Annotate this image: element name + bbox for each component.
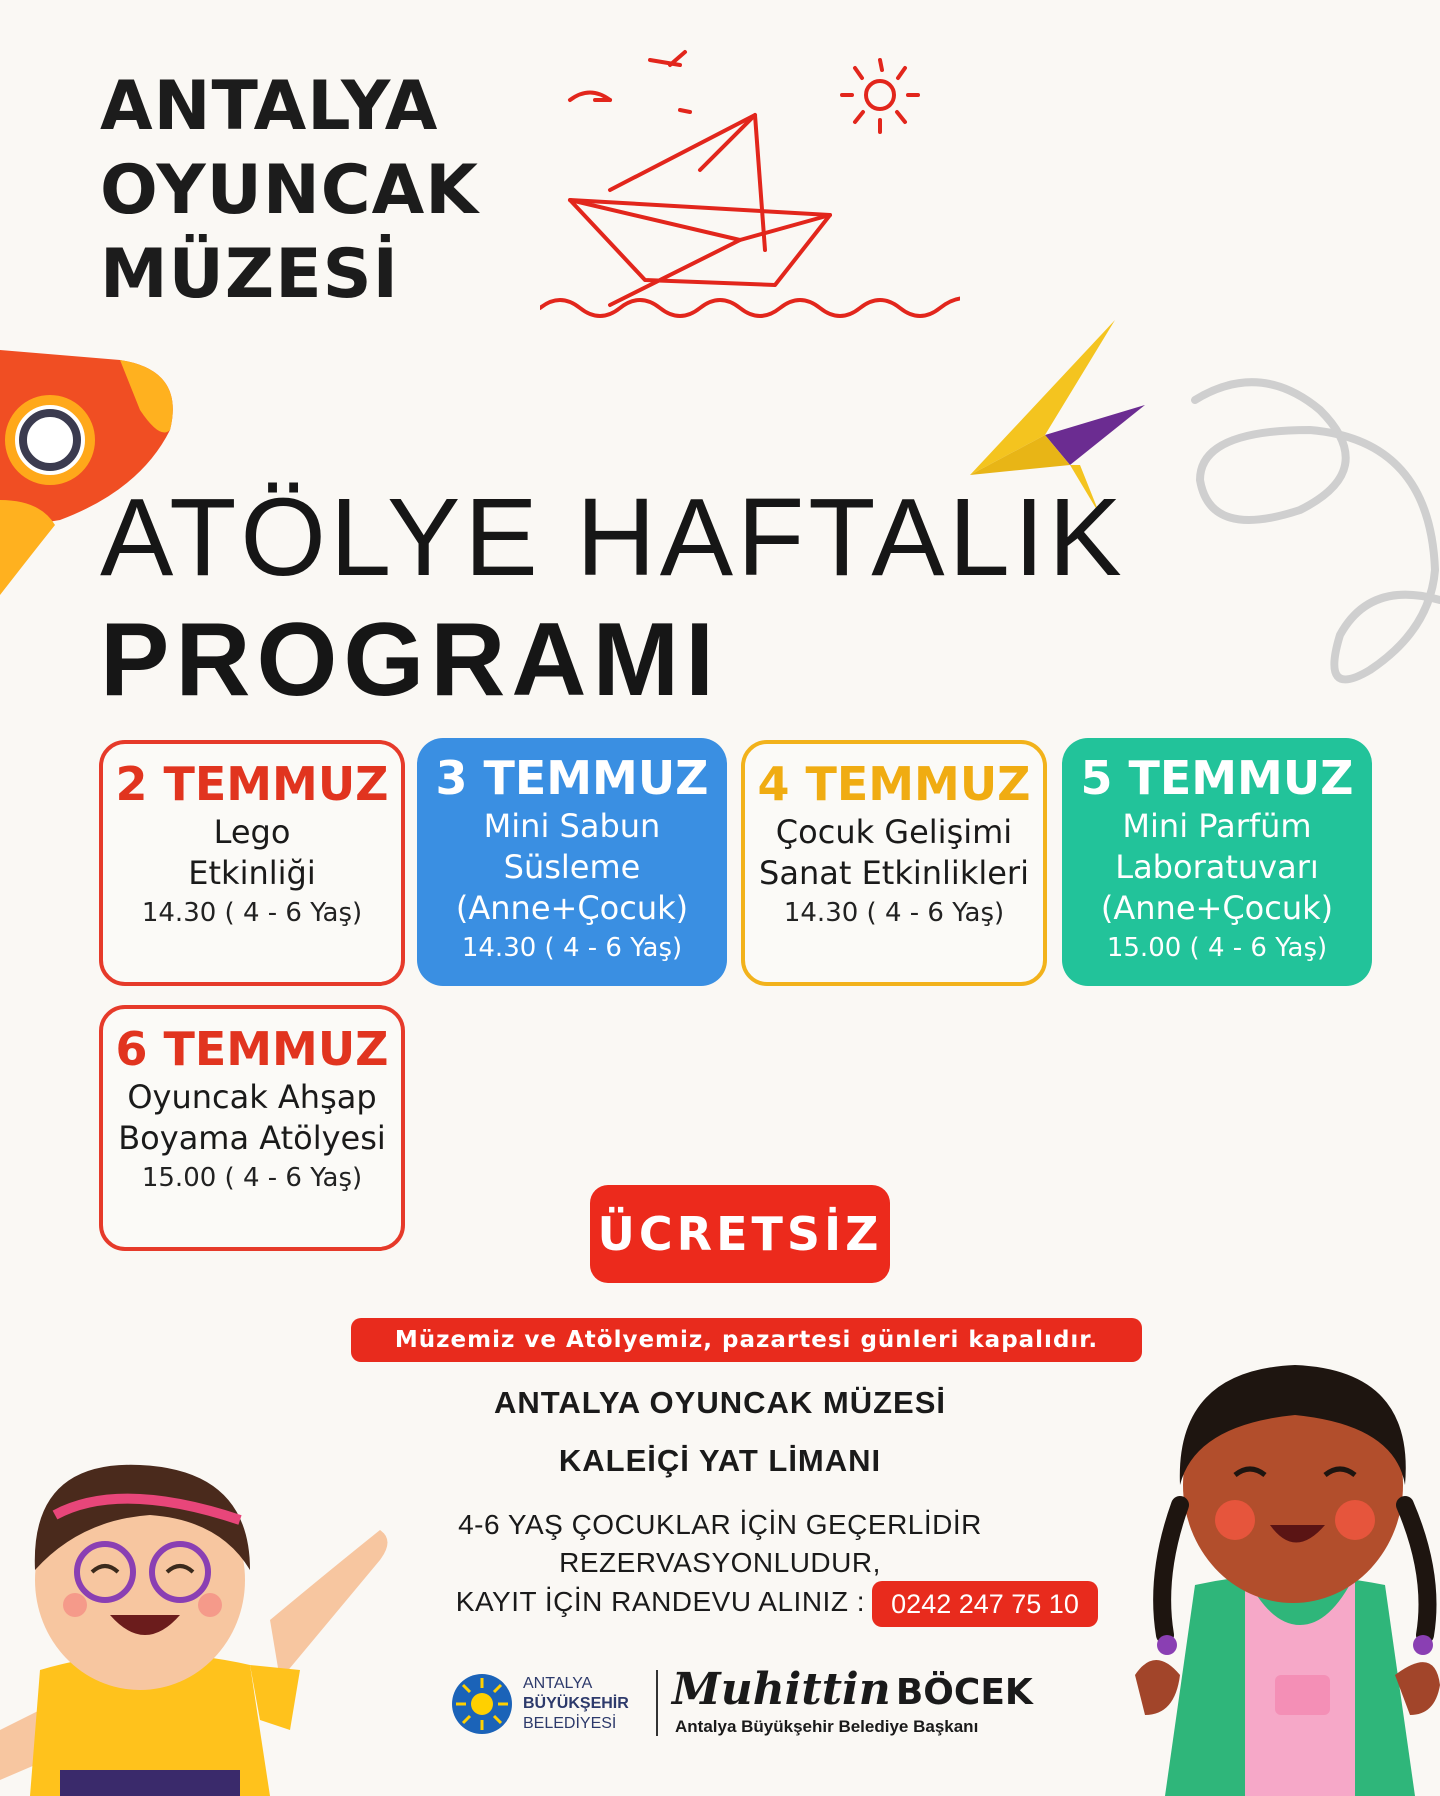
event-time: 14.30 ( 4 - 6 Yaş)	[461, 933, 683, 963]
logo-line: ANTALYA	[523, 1675, 593, 1692]
event-time: 15.00 ( 4 - 6 Yaş)	[1106, 933, 1328, 963]
event-title-line: Etkinliği	[188, 854, 316, 892]
age-note: 4-6 YAŞ ÇOCUKLAR İÇİN GEÇERLİDİR	[458, 1509, 982, 1540]
event-card-3-temmuz	[417, 738, 727, 986]
event-time: 14.30 ( 4 - 6 Yaş)	[783, 898, 1005, 928]
event-time: 15.00 ( 4 - 6 Yaş)	[141, 1163, 363, 1193]
girl-character-illustration	[1135, 1345, 1440, 1796]
reservation-note: REZERVASYONLUDUR,	[559, 1547, 881, 1578]
event-title-line: (Anne+Çocuk)	[1100, 889, 1334, 927]
municipality-logo-icon	[450, 1672, 514, 1736]
paper-boat-icon	[540, 40, 960, 320]
museum-title-line: OYUNCAK	[100, 151, 479, 230]
event-title-line: Oyuncak Ahşap	[127, 1078, 377, 1116]
free-badge: ÜCRETSİZ	[590, 1185, 890, 1283]
event-title-line: Çocuk Gelişimi	[775, 813, 1013, 851]
event-title-line: Sanat Etkinlikleri	[759, 854, 1029, 892]
mayor-first-name: Muhittin	[672, 1664, 891, 1715]
event-card-4-temmuz	[741, 740, 1047, 986]
municipality-logo-text	[523, 1674, 629, 1734]
event-date: 5 TEMMUZ	[1080, 751, 1354, 805]
event-title-line: Laboratuvarı	[1115, 848, 1319, 886]
event-title-line: Mini Sabun	[483, 807, 661, 845]
event-card-6-temmuz	[99, 1005, 405, 1251]
logo-divider	[656, 1670, 658, 1736]
phone-number[interactable]: 0242 247 75 10	[872, 1581, 1098, 1627]
headline-line-1: ATÖLYE HAFTALIK	[100, 476, 1126, 599]
squiggle-decoration	[1170, 370, 1440, 720]
event-title-line: (Anne+Çocuk)	[455, 889, 689, 927]
event-title-line: Mini Parfüm	[1122, 807, 1312, 845]
headline-line-2: PROGRAMI	[100, 602, 720, 718]
museum-title-line: MÜZESİ	[100, 235, 399, 314]
event-title-line: Süsleme	[503, 848, 641, 886]
logo-line: BELEDİYESİ	[523, 1715, 617, 1732]
event-card-2-temmuz	[99, 740, 405, 986]
museum-title-line: ANTALYA	[100, 67, 439, 146]
mayor-last-name: BÖCEK	[895, 1672, 1033, 1713]
event-date: 2 TEMMUZ	[115, 757, 389, 811]
logo-line: BÜYÜKŞEHİR	[523, 1695, 629, 1712]
event-date: 3 TEMMUZ	[435, 751, 709, 805]
mayor-title: Antalya Büyükşehir Belediye Başkanı	[675, 1717, 979, 1736]
mayor-signature	[672, 1664, 1033, 1715]
event-time: 14.30 ( 4 - 6 Yaş)	[141, 898, 363, 928]
appointment-note: KAYIT İÇİN RANDEVU ALINIZ :	[455, 1586, 865, 1617]
location-place: KALEİÇİ YAT LİMANI	[558, 1443, 882, 1478]
closed-notice: Müzemiz ve Atölyemiz, pazartesi günleri kapalıdır.	[351, 1318, 1142, 1362]
museum-title	[100, 65, 479, 317]
boy-character-illustration	[0, 1420, 400, 1796]
event-title-line: Lego	[213, 813, 291, 851]
event-title-line: Boyama Atölyesi	[118, 1119, 386, 1157]
event-date: 6 TEMMUZ	[115, 1022, 389, 1076]
location-name: ANTALYA OYUNCAK MÜZESİ	[493, 1385, 947, 1420]
event-card-5-temmuz	[1062, 738, 1372, 986]
event-date: 4 TEMMUZ	[757, 757, 1031, 811]
